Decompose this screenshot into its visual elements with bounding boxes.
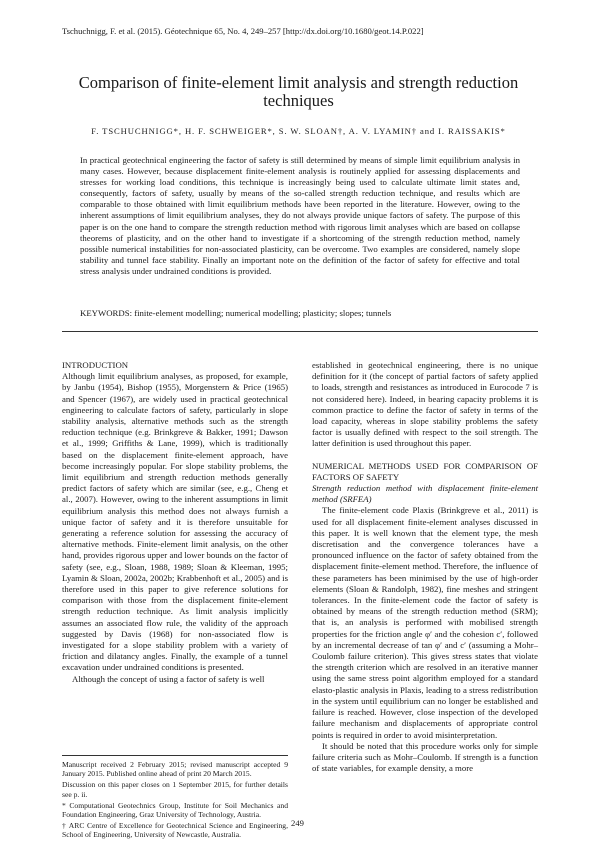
page-number: 249 xyxy=(291,818,304,828)
discussion-note: Discussion on this paper closes on 1 September 2015, for further details see p. ii. xyxy=(62,780,288,799)
introduction-paragraph: Although the concept of using a factor of safety is well xyxy=(72,673,265,684)
body-paragraph: The finite-element code Plaxis (Brinkgreve et al., 2011) is used for all displacement finite-element analyses discussed in this paper. It is well known that the element type, the mesh discretisation and the convergence tolerances have a pronounced influence on the factor of safety obtained from the displacement finite-element method. Therefore, the influence of these parameters has been minimised by the use of high-order elements (Sloan & Randolph, 1982), fine meshes and stringent tolerances. In the finite-element code the factor of safety is obtained by means of the strength reduction method (SRM); that is, an analysis is performed with mobilised strength properties for the friction angle φ′ and the cohesion c′, followed by an incremental decrease of tan φ′ and c′ (assuming a Mohr–Coulomb failure criterion). This gives stress states that violate the strength criterion which are resolved in an iterative manner using the same stress point algorithm employed for a standard elasto-plastic analysis in Plaxis, leading to a stress redistribution in the system until equilibrium can no longer be established and failure is reached. However, close inspection of the developed failure mechanism and displacements of appropriate control points is required in order to avoid misinterpretation. xyxy=(312,505,538,740)
abstract: In practical geotechnical engineering the factor of safety is still determined by means of simple limit equilibrium analysis in many cases. However, because displacement finite-element analysis is routinely applied for assessing displacements and stresses for working load conditions, this technique is increasingly being used to calculate ultimate limit states and, consequently, factors of safety, usually by means of the so-called strength reduction technique, and results which are comparable to those obtained with limit equilibrium methods have been reported in the literature. However, owing to the inherent assumptions of limit equilibrium analyses, they do not always provide unique factors of safety. The purpose of this paper is on the one hand to compare the strength reduction method with rigorous limit analyses which are based on collapse theorems of plasticity, and on the other hand to investigate if a shortcoming of the strength reduction method, namely possible numerical instabilities for non-associated plasticity, can be overcome. Two examples are considered, namely slope stability and tunnel face stability. Finally an important note on the definition of the factor of safety for effective and total stress analysis under undrained conditions is provided. xyxy=(80,155,520,276)
body-paragraph: established in geotechnical engineering, there is no unique definition for it (the concept of partial factors of safety applied to loads, strength and resistances as introduced in Eurocode 7 is not considered here). Indeed, in bearing capacity problems it is common practice to define the factor of safety in terms of the load capacity, whereas in slope stability problems the safety factor is usually defined with respect to the soil strength. The latter definition is used throughout this paper. xyxy=(312,360,538,449)
body-paragraph: It should be noted that this procedure works only for simple failure criteria such as Mohr–Coulomb. If strength is a function of state variables, for example density, a more xyxy=(312,740,538,774)
srfea-subheading: Strength reduction method with displacement finite-element method (SRFEA) xyxy=(312,483,538,505)
footnote-divider xyxy=(62,755,288,756)
left-column xyxy=(62,360,288,685)
right-column xyxy=(312,360,538,774)
journal-citation: Tschuchnigg, F. et al. (2015). Géotechnique 65, No. 4, 249–257 [http://dx.doi.org/10.1680/geot.14.P.022] xyxy=(62,26,424,36)
numerical-methods-heading: NUMERICAL METHODS USED FOR COMPARISON OF FACTORS OF SAFETY xyxy=(312,460,538,482)
keywords: KEYWORDS: finite-element modelling; numerical modelling; plasticity; slopes; tunnels xyxy=(80,308,392,318)
introduction-paragraph: Although limit equilibrium analyses, as proposed, for example, by Janbu (1954), Bishop (1955), Morgenstern & Price (1965) and Spencer (1967), are widely used in practical geotechnical engineering to calculate factors of safety, particularly in slope stability analysis, alternative methods such as the strength reduction technique (e.g. Brinkgreve & Bakker, 1991; Dawson et al., 1999; Griffiths & Lane, 1999), which is traditionally based on the displacement finite-element approach, have become increasingly popular. For slope stability problems, the limit equilibrium and strength reduction methods generally predict factors of safety which are similar (see, e.g., Cheng et al., 2007). However, owing to the inherent assumptions in limit equilibrium analysis this method does not always furnish a unique factor of safety and it is therefore unsuitable for generating a reference solution for assessing the accuracy of alternative methods. Finite-element limit analysis, on the other hand, provides rigorous upper and lower bounds on the factor of safety (see, e.g., Sloan, 1988, 1989; Sloan & Kleeman, 1995; Lyamin & Sloan, 2002a, 2002b; Krabbenhoft et al., 2005) and is therefore used in this paper to give reference solutions for comparison with those from the displacement finite-element strength reduction technique. As limit analysis implicitly assumes an associated flow rule, the validity of the approach suggested by Davis (1968) for non-associated flow is investigated for a slope stability problem with a variety of friction and dilatancy angles. Finally, the example of a tunnel excavation under undrained conditions is presented. xyxy=(62,371,288,673)
manuscript-received-note: Manuscript received 2 February 2015; revised manuscript accepted 9 January 2015. Published online ahead of print 20 March 2015. xyxy=(62,760,288,779)
affiliation-note: * Computational Geotechnics Group, Institute for Soil Mechanics and Foundation Engineering, Graz University of Technology, Austria. xyxy=(62,800,288,820)
article-title: Comparison of finite-element limit analysis and strength reduction techniques xyxy=(78,73,519,110)
introduction-heading: INTRODUCTION xyxy=(62,360,129,370)
author-list: F. TSCHUCHNIGG*, H. F. SCHWEIGER*, S. W. SLOAN†, A. V. LYAMIN† and I. RAISSAKIS* xyxy=(91,126,506,136)
section-divider xyxy=(62,331,538,332)
affiliation-note: † ARC Centre of Excellence for Geotechnical Science and Engineering, School of Engineering, University of Newcastle, Australia. xyxy=(62,821,288,840)
